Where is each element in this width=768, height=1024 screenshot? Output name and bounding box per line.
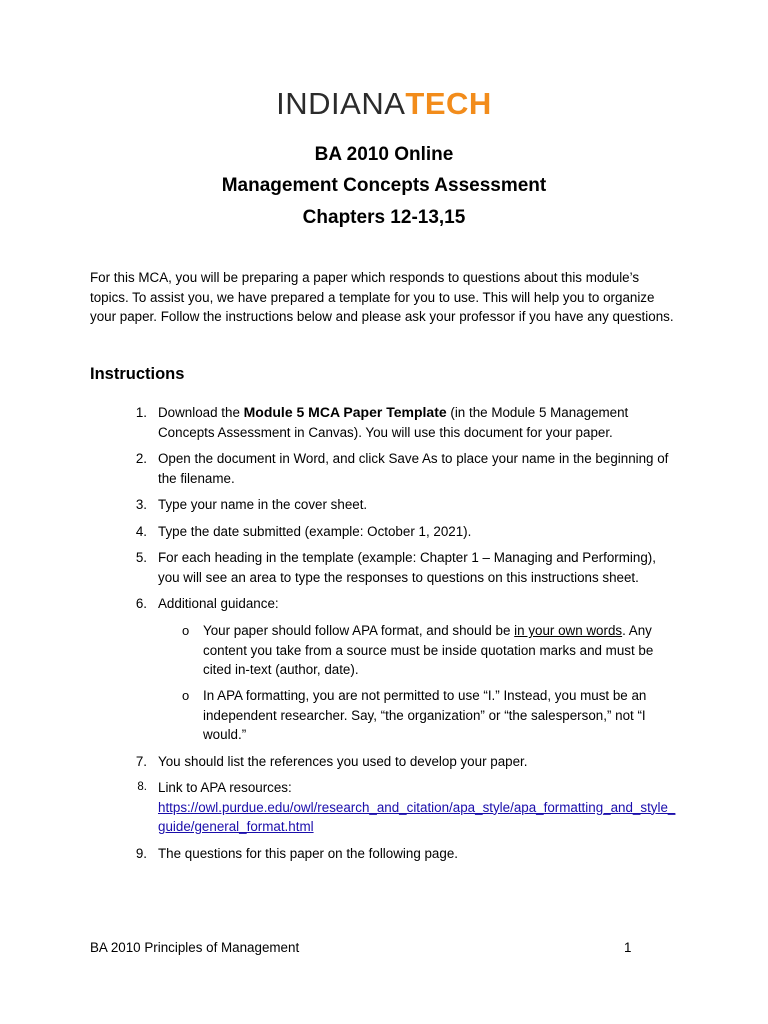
item-number: 4. <box>135 524 147 539</box>
title-assessment: Management Concepts Assessment <box>221 175 547 196</box>
item-number: 6. <box>135 596 147 611</box>
item-number: 7. <box>135 754 147 769</box>
list-item: Type your name in the cover sheet. <box>158 497 368 512</box>
list-item: Type the date submitted (example: October 1, 2021). <box>158 524 472 539</box>
item-text: (in the Module 5 Management Concepts Assessment in Canvas). You will use this document for your paper. <box>158 405 629 440</box>
sub-list-item: In APA formatting, you are not permitted to use “I.” Instead, you must be an independent researcher. Say, “the organization” or “the salesperson,” not “I would.” <box>203 688 647 742</box>
item-number: 2. <box>135 451 147 466</box>
sub-item-text: Your paper should follow APA format, and should be <box>203 623 515 638</box>
indiana-tech-logo <box>0 86 768 122</box>
list-item: For each heading in the template (example: Chapter 1 – Managing and Performing), you will see an area to type the responses to questions on this instructions sheet. <box>158 550 656 585</box>
instructions-heading: Instructions <box>90 365 185 383</box>
bullet-icon: o <box>182 688 190 703</box>
logo-text-indiana: INDIANA <box>276 86 406 121</box>
list-item: Open the document in Word, and click Save As to place your name in the beginning of the filename. <box>158 451 669 486</box>
bullet-icon: o <box>182 623 190 638</box>
item-number: 8. <box>137 781 147 793</box>
template-name: Module 5 MCA Paper Template <box>243 404 447 420</box>
list-item: The questions for this paper on the following page. <box>158 846 458 861</box>
intro-paragraph: For this MCA, you will be preparing a paper which responds to questions about this module’s topics. To assist you, we have prepared a template for you to use. This will help you to organize your paper. Follow the instructions below and please ask your professor if you have any questions. <box>90 270 674 324</box>
item-text: Link to APA resources: <box>158 780 292 795</box>
item-number: 9. <box>135 846 147 861</box>
sub-list-item <box>203 621 680 680</box>
list-item <box>158 403 680 442</box>
page-number: 1 <box>624 940 632 955</box>
list-item <box>158 778 680 837</box>
title-course: BA 2010 Online <box>314 144 454 165</box>
underlined-text: in your own words <box>514 623 623 638</box>
title-chapters: Chapters 12-13,15 <box>302 207 466 228</box>
item-text: Download the <box>158 405 244 420</box>
item-number: 5. <box>135 550 147 565</box>
sub-item-text: . Any content you take from a source must be inside quotation marks and must be cited in-text (author, date). <box>203 623 654 677</box>
logo-text-tech: TECH <box>405 86 492 121</box>
item-number: 1. <box>135 405 147 420</box>
footer-course-name: BA 2010 Principles of Management <box>90 940 300 955</box>
apa-resources-link[interactable]: https://owl.purdue.edu/owl/research_and_citation/apa_style/apa_formatting_and_style_guide/general_format.html <box>158 799 676 834</box>
list-item: You should list the references you used to develop your paper. <box>158 754 528 769</box>
item-number: 3. <box>135 497 147 512</box>
list-item: Additional guidance: <box>158 596 279 611</box>
